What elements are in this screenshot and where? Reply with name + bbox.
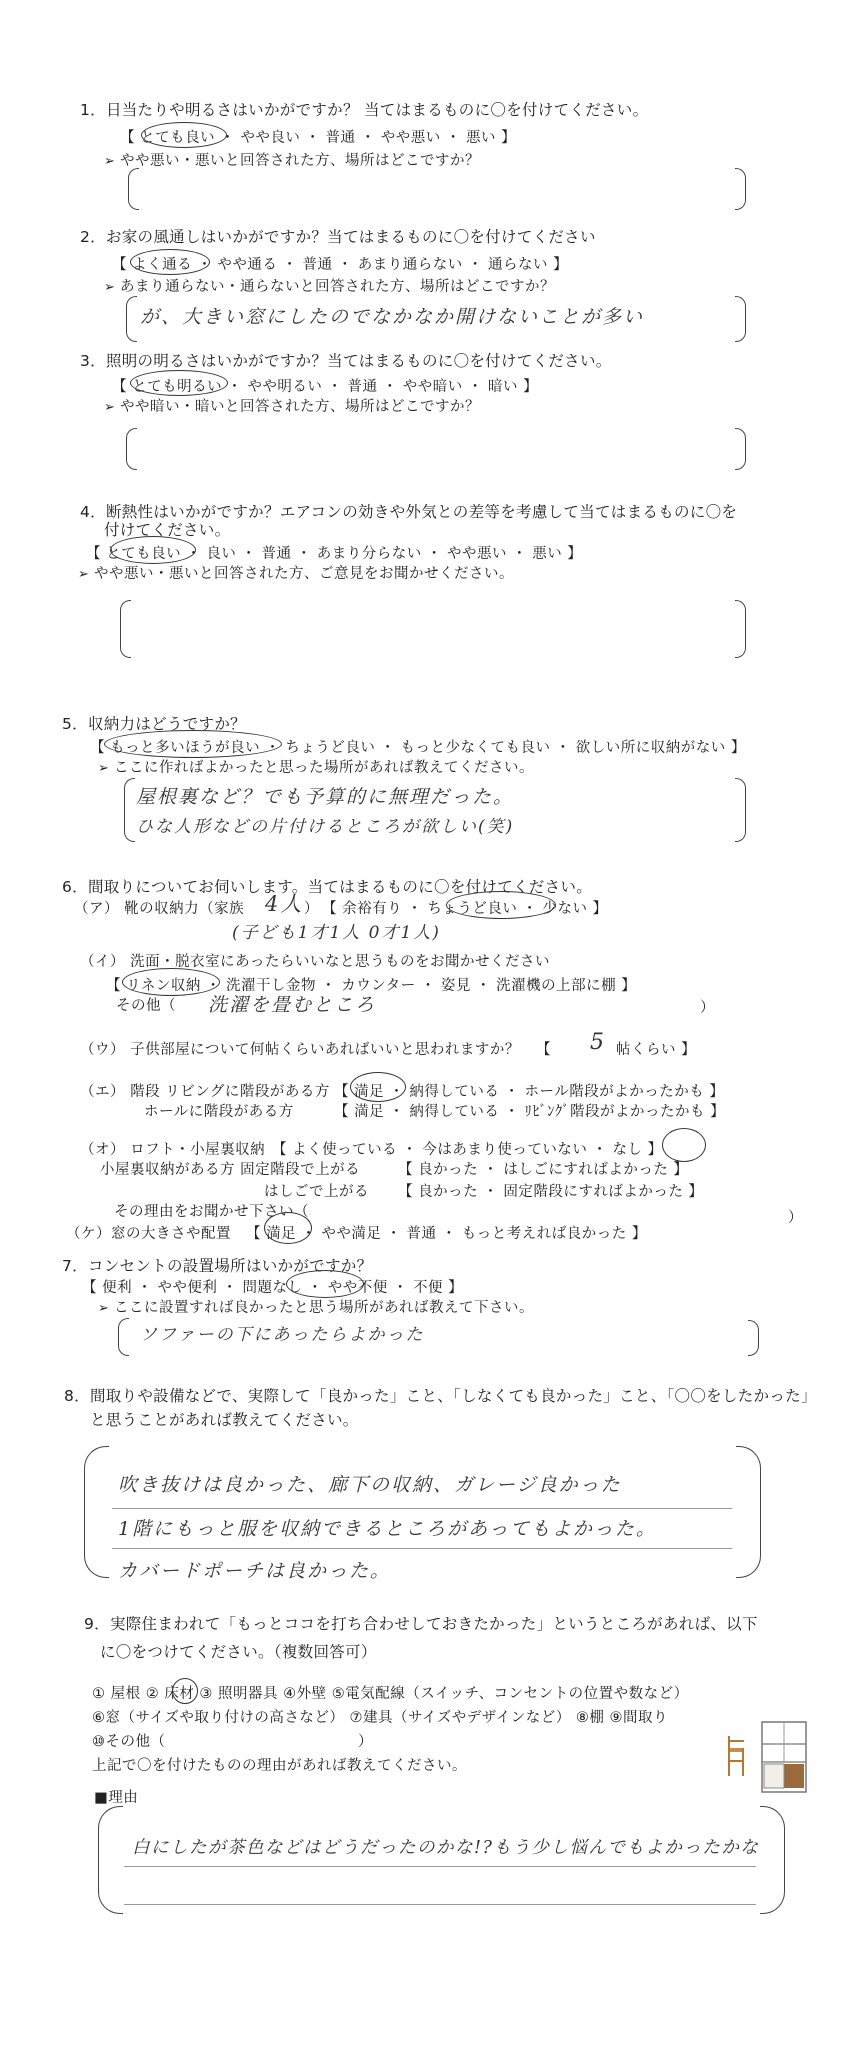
answer-bracket-left	[84, 1446, 109, 1578]
arrow-icon: ➢	[98, 1301, 115, 1316]
q6-a-options: 【 余裕有り ・ ちょうど良い ・ 少ない 】	[322, 901, 608, 917]
answer-bracket-right	[735, 600, 746, 658]
q6-ke-label: （ケ）窓の大きさや配置	[66, 1226, 231, 1242]
q1-question: 1．日当たりや明るさはいかがですか？ 当てはまるものに〇を付けてください。	[80, 101, 649, 119]
q9-question-cont: に〇をつけてください。（複数回答可）	[100, 1643, 377, 1661]
q5-answer-line1: 屋根裏など？でも予算的に無理だった。	[136, 786, 515, 808]
answer-bracket-left	[120, 600, 131, 658]
q7-question: 7．コンセントの設置場所はいかがですか？	[62, 1257, 373, 1275]
answer-bracket-left	[124, 778, 135, 842]
answer-bracket-right	[760, 1806, 785, 1914]
q6-e-label: （エ） 階段 リビングに階段がある方	[80, 1084, 330, 1100]
answer-bracket-left	[98, 1806, 123, 1914]
answer-circle	[141, 122, 227, 148]
q7-sub-label: ここに設置すれば良かったと思う場所があれば教えて下さい。	[114, 1300, 535, 1316]
answer-bracket-left	[128, 168, 139, 210]
q6-o-sub1-options: 【 良かった ・ はしごにすればよかった 】	[398, 1162, 689, 1178]
q6-o-sub2-options: 【 良かった ・ 固定階段にすればよかった 】	[398, 1184, 704, 1200]
q5-options: 【 もっと多いほうが良い ・ ちょうど良い ・ もっと少なくても良い ・ 欲しい所に収納がない 】	[90, 740, 746, 756]
q2-subquestion	[104, 275, 555, 296]
q9-reason-label: ■理由	[94, 1790, 139, 1806]
q3-options: 【 とても明るい ・ やや明るい ・ 普通 ・ やや暗い ・ 暗い 】	[112, 379, 539, 395]
answer-circle	[446, 891, 556, 919]
answer-circle	[350, 1072, 406, 1102]
cabinet-icon	[762, 1722, 806, 1792]
q2-sub-label: あまり通らない・通らないと回答された方、場所はどこですか？	[120, 279, 556, 295]
arrow-icon: ➢	[104, 280, 121, 295]
answer-bracket-right	[748, 1320, 759, 1356]
answer-circle	[110, 536, 196, 564]
q4-question-cont: 付けてください。	[104, 521, 231, 539]
q5-question: 5．収納力はどうですか？	[62, 715, 246, 733]
answer-circle	[662, 1128, 706, 1162]
answer-circle	[130, 249, 210, 275]
q6-ke-options: 【 満足 ・ やや満足 ・ 普通 ・ もっと考えれば良かった 】	[246, 1226, 647, 1242]
q6-o-options: 【 よく使っている ・ 今はあまり使っていない ・ なし 】	[272, 1142, 663, 1158]
q6-o-reason-close: ）	[788, 1210, 803, 1226]
chair-icon	[728, 1736, 744, 1776]
arrow-icon: ➢	[104, 154, 121, 169]
q8-answer-line1: 吹き抜けは良かった、廊下の収納、ガレージ良かった	[118, 1474, 622, 1496]
q6-i-options: 【 リネン収納 ・ 洗濯干し金物 ・ カウンター ・ 姿見 ・ 洗濯機の上部に棚 】	[106, 978, 637, 994]
q5-sub-label: ここに作ればよかったと思った場所があれば教えてください。	[114, 760, 535, 776]
q6-o-sub1: 小屋裏収納がある方 固定階段で上がる	[100, 1162, 361, 1178]
q4-subquestion	[78, 562, 514, 583]
q6-a-family: 4人	[265, 892, 304, 916]
q6-e-label2: ホールに階段がある方	[144, 1104, 294, 1120]
q6-i-other-close: ）	[700, 1000, 715, 1016]
q6-u-unit: 帖くらい 】	[616, 1042, 697, 1058]
q9-row3-close: ）	[358, 1734, 373, 1750]
q5-answer-line2: ひな人形などの片付けるところが欲しい(笑)	[136, 817, 515, 837]
q9-row1: ① 屋根 ② 床材 ③ 照明器具 ④外壁 ⑤電気配線（スイッチ、コンセントの位置や数など）	[92, 1686, 689, 1702]
q9-reason-prompt: 上記で〇を付けたものの理由があれば教えてください。	[92, 1758, 467, 1774]
arrow-icon: ➢	[104, 400, 121, 415]
q3-sub-label: やや暗い・暗いと回答された方、場所はどこですか？	[120, 399, 481, 415]
ruled-line	[124, 1866, 756, 1867]
q6-a-label: （ア） 靴の収納力（家族	[74, 901, 245, 917]
answer-bracket-right	[736, 1446, 761, 1578]
q7-answer: ソファーの下にあったらよかった	[140, 1325, 425, 1345]
q6-o-reason: その理由をお聞かせ下さい（	[114, 1204, 309, 1220]
answer-bracket-right	[735, 778, 746, 842]
q3-subquestion	[104, 395, 480, 416]
q6-question: 6．間取りについてお伺いします。当てはまるものに〇を付けてください。	[62, 878, 593, 896]
answer-bracket-right	[735, 428, 746, 470]
q7-subquestion	[98, 1296, 534, 1317]
arrow-icon: ➢	[98, 761, 115, 776]
ruled-line	[124, 1904, 756, 1905]
q4-options: 【 とても良い ・ 良い ・ 普通 ・ あまり分らない ・ やや悪い ・ 悪い 】	[86, 546, 583, 562]
q1-sub-label: やや悪い・悪いと回答された方、場所はどこですか？	[120, 153, 481, 169]
q9-row3: ⑩その他（	[92, 1734, 166, 1750]
q1-subquestion	[104, 149, 480, 170]
q9-row2: ⑥窓（サイズや取り付けの高さなど） ⑦建具（サイズやデザインなど） ⑧棚 ⑨間取り	[92, 1710, 668, 1726]
answer-circle	[286, 1270, 364, 1298]
q8-answer-line3: カバードポーチは良かった。	[118, 1560, 392, 1582]
q6-i-other-label: その他（	[116, 998, 176, 1014]
ruled-line	[112, 1548, 732, 1549]
answer-circle	[104, 730, 282, 758]
q9-question: 9．実際住まわれて「もっとココを打ち合わせしておきたかった」というところがあれば、以下	[84, 1615, 758, 1633]
q2-answer: が、大きい窓にしたのでなかなか開けないことが多い	[140, 306, 645, 328]
q6-a-note: (子ども1才1人 0才1人)	[232, 923, 441, 943]
q2-question: 2．お家の風通しはいかがですか？当てはまるものに〇を付けてください	[80, 228, 596, 246]
q9-answer: 白にしたが茶色などはどうだったのかな!?もう少し悩んでもよかったかな	[132, 1838, 760, 1858]
answer-circle	[130, 370, 228, 396]
answer-bracket-left	[126, 428, 137, 470]
q6-e-options2: 【 満足 ・ 納得している ・ ﾘﾋﾞﾝｸﾞ階段がよかったかも 】	[334, 1104, 726, 1120]
q6-i-label: （イ） 洗面・脱衣室にあったらいいなと思うものをお聞かせください	[80, 954, 550, 970]
q6-a-close: ）	[304, 901, 319, 917]
q8-question: 8．間取りや設備などで、実際して「良かった」こと、「しなくても良かった」こと、「〇〇をしたかった」	[64, 1387, 817, 1405]
furniture-illustration	[718, 1718, 814, 1798]
q6-e-options: 【 満足 ・ 納得している ・ ホール階段がよかったかも 】	[334, 1084, 725, 1100]
q6-u-open: 【	[536, 1042, 551, 1058]
answer-bracket-right	[735, 296, 746, 342]
q7-options: 【 便利 ・ やや便利 ・ 問題なし ・ やや不便 ・ 不便 】	[82, 1280, 464, 1296]
q3-question: 3．照明の明るさはいかがですか？当てはまるものに〇を付けてください。	[80, 352, 612, 370]
q6-i-other: 洗濯を畳むところ	[208, 994, 377, 1016]
answer-circle	[122, 968, 220, 996]
answer-bracket-left	[126, 296, 137, 342]
answer-bracket-right	[735, 168, 746, 210]
q6-o-sub2: はしごで上がる	[264, 1184, 369, 1200]
q1-options: 【 とても良い ・ やや良い ・ 普通 ・ やや悪い ・ 悪い 】	[120, 130, 517, 146]
answer-circle	[172, 1678, 198, 1704]
answer-bracket-left	[118, 1318, 129, 1356]
q6-o-label: （オ） ロフト・小屋裏収納	[80, 1142, 266, 1158]
answer-circle	[264, 1212, 312, 1244]
q8-question-cont: と思うことがあれば教えてください。	[90, 1411, 359, 1429]
q6-u-label: （ウ） 子供部屋について何帖くらいあればいいと思われますか？	[80, 1042, 520, 1058]
q5-subquestion	[98, 756, 534, 777]
q2-options: 【 よく通る ・ やや通る ・ 普通 ・ あまり通らない ・ 通らない 】	[112, 257, 569, 273]
q6-u-value: 5	[590, 1030, 606, 1055]
q8-answer-line2: 1階にもっと服を収納できるところがあってもよかった。	[118, 1518, 657, 1540]
ruled-line	[112, 1508, 732, 1509]
q4-question: 4．断熱性はいかがですか？エアコンの効きや外気との差等を考慮して当てはまるものに〇を	[80, 503, 738, 521]
q4-sub-label: やや悪い・悪いと回答された方、ご意見をお聞かせください。	[94, 566, 515, 582]
arrow-icon: ➢	[78, 567, 95, 582]
